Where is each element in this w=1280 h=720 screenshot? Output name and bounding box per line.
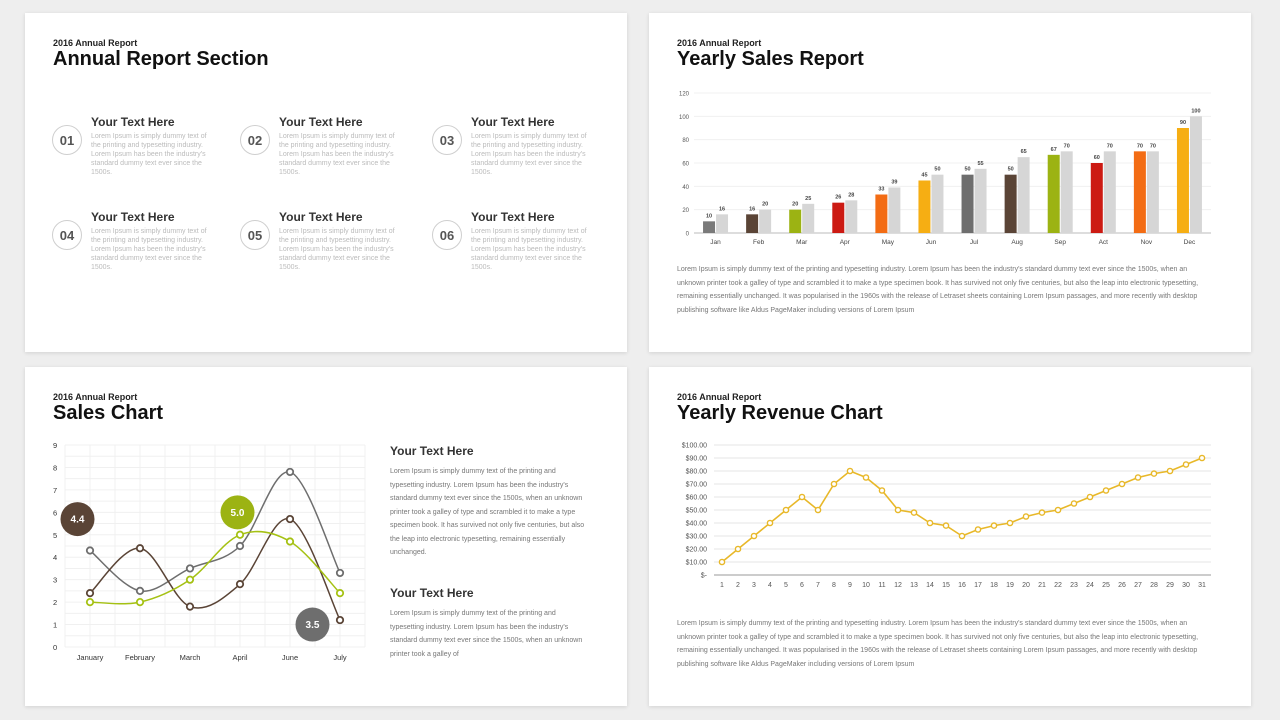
card-subtitle: 2016 Annual Report [677,392,762,402]
x-tick-label: 11 [878,582,886,589]
data-point [719,559,724,564]
data-point [799,494,804,499]
y-tick-label: 0 [685,231,689,238]
data-point [975,527,980,532]
y-tick-label: $- [700,572,707,580]
bar-value-label: 26 [835,194,842,201]
bar-series2 [931,175,943,233]
y-tick-label: 80 [682,138,689,145]
x-tick-label: Aug [1011,239,1023,246]
data-point [237,532,243,538]
data-point [1199,455,1204,460]
x-tick-label: 20 [1022,582,1030,589]
x-tick-label: 6 [800,582,804,589]
bar-series1 [703,221,715,233]
y-tick-label: 6 [53,508,58,518]
item-title: Your Text Here [91,115,175,129]
sales-bar-chart [649,83,1251,263]
y-tick-label: 120 [678,91,689,98]
bar-value-label: 70 [1136,143,1143,150]
bar-series2 [1190,116,1202,233]
card-title: Yearly Sales Report [677,48,864,70]
y-tick-label: 1 [53,620,58,630]
x-tick-label: January [76,653,104,662]
x-tick-label: 13 [910,582,918,589]
data-point [991,523,996,528]
bar-series2 [1104,151,1116,233]
x-tick-label: 17 [974,582,982,589]
y-tick-label: 8 [53,463,58,473]
y-tick-label: 100 [678,114,689,121]
item-number: 01 [52,125,82,155]
y-tick-label: $50.00 [685,507,707,515]
bar-value-label: 60 [1093,155,1100,161]
data-point [1055,507,1060,512]
item-text: Lorem Ipsum is simply dummy text of the printing and typesetting industry. Lorem Ipsum has been the industry's standard dummy text ever since the 1500s. [91,228,207,271]
data-point [959,533,964,538]
data-point [751,533,756,538]
card-subtitle: 2016 Annual Report [53,392,138,402]
bar-series1 [789,210,801,233]
revenue-line-chart [649,442,1251,607]
item-title: Your Text Here [279,210,363,224]
data-point [1007,520,1012,525]
bubble-label: 3.5 [305,620,320,632]
side-block-title: Your Text Here [390,586,474,600]
data-point [1135,475,1140,480]
x-tick-label: 21 [1038,582,1046,589]
bar-value-label: 25 [805,195,812,202]
bar-series1 [746,214,758,233]
bar-value-label: 65 [1020,149,1027,156]
bar-value-label: 70 [1063,143,1070,150]
x-tick-label: March [179,653,201,662]
bar-series1 [832,203,844,233]
data-point [1023,514,1028,519]
side-block-title: Your Text Here [390,444,474,458]
data-point [137,545,143,551]
x-tick-label: Sep [1054,239,1066,246]
bar-value-label: 50 [934,166,941,173]
x-tick-label: 3 [752,582,756,589]
bar-series1 [1005,175,1017,233]
data-point [911,510,916,515]
y-tick-label: $10.00 [685,559,707,567]
bar-value-label: 90 [1179,120,1187,126]
bar-series2 [1147,151,1159,233]
x-tick-label: Act [1098,239,1108,246]
y-tick-label: 7 [53,485,58,495]
data-point [237,581,243,587]
bar-value-label: 45 [921,172,928,179]
x-tick-label: 7 [816,582,820,589]
data-point [783,507,788,512]
sales-description: Lorem Ipsum is simply dummy text of the printing and typesetting industry. Lorem Ipsum has been the industry's standard dummy text ever since the 1500s, when an unknown printer took a galley of type and scrambled it to make a type specimen book. It has survived not only five centuries, but also the leap into electronic typesetting, remaining essentially unchanged. It was popularised in the 1960s with the release of Letraset sheets containing Lorem Ipsum passages, and more recently with desktop publishing software like Aldus PageMaker including versions of Lorem Ipsum [677,266,1199,314]
item-text: Lorem Ipsum is simply dummy text of the printing and typesetting industry. Lorem Ipsum has been the industry's standard dummy text ever since the 1500s. [91,133,207,176]
sales-line-chart [25,437,375,667]
data-point [815,507,820,512]
card-title: Annual Report Section [53,48,269,70]
data-point [847,468,852,473]
item-title: Your Text Here [471,210,555,224]
x-tick-label: 29 [1166,582,1174,589]
bar-series2 [716,214,728,233]
card-subtitle: 2016 Annual Report [677,38,762,48]
x-tick-label: 19 [1006,582,1014,589]
x-tick-label: Jul [969,239,979,246]
data-point [1183,462,1188,467]
item-number: 05 [240,220,270,250]
x-tick-label: 1 [720,582,724,589]
data-point [1151,471,1156,476]
x-tick-label: May [881,239,895,246]
x-tick-label: 26 [1118,582,1126,589]
bar-series2 [1018,157,1030,233]
side-block-text: Lorem Ipsum is simply dummy text of the printing and typesetting industry. Lorem Ipsum has been the industry's standard dummy text ever since the 1500s, when an unknown printer took a galley of [390,610,583,658]
data-point [337,570,343,576]
x-tick-label: 14 [926,582,934,589]
bubble-label: 5.0 [230,507,245,519]
bar-series2 [888,188,900,234]
bubble-label: 4.4 [70,514,85,526]
data-point [287,538,293,544]
data-point [287,469,293,475]
item-text: Lorem Ipsum is simply dummy text of the printing and typesetting industry. Lorem Ipsum has been the industry's standard dummy text ever since the 1500s. [279,228,395,271]
x-tick-label: 12 [894,582,902,589]
data-point [1071,501,1076,506]
bar-value-label: 50 [1007,166,1014,173]
x-tick-label: July [333,653,347,662]
bar-series1 [1091,163,1103,233]
x-tick-label: 16 [958,582,966,589]
bar-value-label: 16 [718,206,726,213]
y-tick-label: 40 [682,184,689,191]
x-tick-label: 22 [1054,582,1062,589]
data-point [735,546,740,551]
x-tick-label: April [232,653,248,662]
x-tick-label: 15 [942,582,950,589]
card-subtitle: 2016 Annual Report [53,38,138,48]
item-title: Your Text Here [471,115,555,129]
sales-chart-card [25,367,627,706]
data-point [1119,481,1124,486]
data-point [337,590,343,596]
x-tick-label: 25 [1102,582,1110,589]
x-tick-label: 18 [990,582,998,589]
data-point [1039,510,1044,515]
x-tick-label: 5 [784,582,788,589]
y-tick-label: $90.00 [685,455,707,463]
bar-series2 [975,169,987,233]
x-tick-label: 2 [736,582,740,589]
bar-value-label: 10 [705,213,713,220]
bar-value-label: 50 [964,166,971,173]
data-point [863,475,868,480]
data-point [187,603,193,609]
x-tick-label: 31 [1198,582,1206,589]
y-tick-label: $100.00 [681,442,707,450]
bar-value-label: 28 [848,192,855,199]
y-tick-label: $40.00 [685,520,707,528]
y-tick-label: 4 [53,553,58,563]
item-number: 06 [432,220,462,250]
bar-value-label: 70 [1149,143,1156,150]
y-tick-label: $60.00 [685,494,707,502]
x-tick-label: June [281,653,299,662]
bar-series1 [875,195,887,234]
bar-value-label: 16 [749,206,756,213]
item-text: Lorem Ipsum is simply dummy text of the printing and typesetting industry. Lorem Ipsum has been the industry's standard dummy text ever since the 1500s. [471,228,587,271]
data-point [87,590,93,596]
x-tick-label: 28 [1150,582,1158,589]
bar-value-label: 67 [1050,146,1057,153]
side-block-text: Lorem Ipsum is simply dummy text of the printing and typesetting industry. Lorem Ipsum has been the industry's standard dummy text ever since the 1500s, when an unknown printer took a galley of type and scrambled it to make a type specimen book. It has survived not only five centuries, but also the leap into electronic typesetting, remaining essentially unchanged. [390,468,585,556]
bar-series2 [759,210,771,233]
x-tick-label: 24 [1086,582,1094,589]
x-tick-label: 8 [832,582,836,589]
data-point [1167,468,1172,473]
data-point [87,547,93,553]
x-tick-label: 23 [1070,582,1078,589]
y-tick-label: $70.00 [685,481,707,489]
annual-report-section-card [25,13,627,352]
x-tick-label: Jun [925,239,937,246]
data-point [187,576,193,582]
x-tick-label: Feb [753,239,765,246]
y-tick-label: 20 [682,208,689,215]
x-tick-label: Dec [1183,239,1196,246]
item-number: 04 [52,220,82,250]
item-number: 03 [432,125,462,155]
data-point [831,481,836,486]
yearly-sales-report-card [649,13,1251,352]
bar-value-label: 20 [792,201,799,208]
bar-series2 [845,200,857,233]
x-tick-label: 10 [862,582,870,589]
y-tick-label: 0 [53,643,58,652]
card-title: Yearly Revenue Chart [677,402,883,424]
data-point [927,520,932,525]
data-point [943,523,948,528]
data-point [879,488,884,493]
x-tick-label: 27 [1134,582,1142,589]
y-tick-label: $30.00 [685,533,707,541]
bar-series1 [918,181,930,234]
x-tick-label: 9 [848,582,852,589]
y-tick-label: 3 [53,575,58,585]
data-point [237,543,243,549]
y-tick-label: 60 [682,161,689,168]
data-point [767,520,772,525]
bar-series1 [1048,155,1060,233]
bar-series1 [962,175,974,233]
data-point [287,516,293,522]
item-number: 02 [240,125,270,155]
x-tick-label: Nov [1140,239,1153,246]
bar-value-label: 39 [891,179,898,186]
data-point [187,565,193,571]
bar-series1 [1177,128,1189,233]
bar-value-label: 33 [878,186,885,193]
y-tick-label: 5 [53,530,58,540]
bar-value-label: 55 [977,160,984,167]
yearly-revenue-chart-card [649,367,1251,706]
bar-value-label: 70 [1106,143,1113,150]
x-tick-label: 4 [768,582,772,589]
data-point [137,599,143,605]
y-tick-label: $80.00 [685,468,707,476]
data-point [1087,494,1092,499]
x-tick-label: February [124,653,156,662]
item-text: Lorem Ipsum is simply dummy text of the printing and typesetting industry. Lorem Ipsum has been the industry's standard dummy text ever since the 1500s. [279,133,395,176]
y-tick-label: $20.00 [685,546,707,554]
data-point [337,617,343,623]
y-tick-label: 2 [53,598,58,608]
card-title: Sales Chart [53,402,164,424]
item-title: Your Text Here [279,115,363,129]
x-tick-label: Jan [710,239,721,246]
data-point [87,599,93,605]
data-point [1103,488,1108,493]
data-point [137,588,143,594]
x-tick-label: Apr [839,239,850,246]
bar-series2 [1061,151,1073,233]
bar-value-label: 20 [762,201,769,208]
item-title: Your Text Here [91,210,175,224]
y-tick-label: 9 [53,441,58,450]
revenue-description: Lorem Ipsum is simply dummy text of the printing and typesetting industry. Lorem Ipsum has been the industry's standard dummy text ever since the 1500s, when an unknown printer took a galley of type and scrambled it to make a type specimen book. It has survived not only five centuries, but also the leap into electronic typesetting, remaining essentially unchanged. It was popularised in the 1960s with the release of Letraset sheets containing Lorem Ipsum passages, and more recently with desktop publishing software like Aldus PageMaker including versions of Lorem Ipsum [677,620,1199,668]
x-tick-label: Mar [796,239,808,246]
bar-series2 [802,204,814,233]
data-point [895,507,900,512]
bar-value-label: 100 [1191,108,1201,115]
item-text: Lorem Ipsum is simply dummy text of the printing and typesetting industry. Lorem Ipsum has been the industry's standard dummy text ever since the 1500s. [471,133,587,176]
x-tick-label: 30 [1182,582,1190,589]
bar-series1 [1134,151,1146,233]
